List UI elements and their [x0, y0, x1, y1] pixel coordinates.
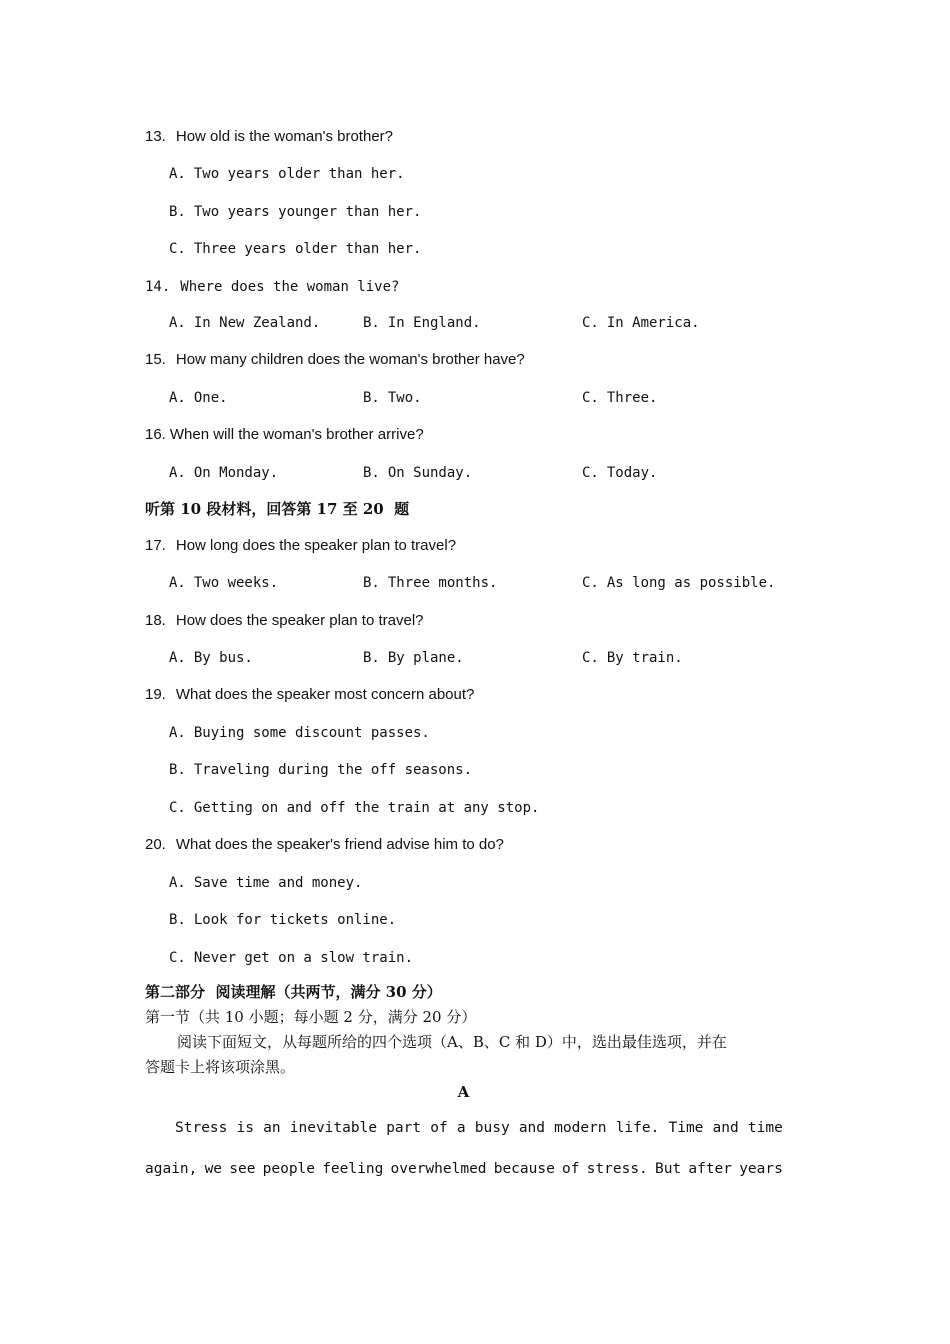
option-15-b [363, 391, 422, 405]
passage-word: part [386, 1120, 422, 1136]
option-label: A. [169, 575, 186, 591]
option-16-c [582, 466, 657, 480]
option-20-c [169, 951, 413, 965]
option-text: Three months. [387, 575, 498, 591]
option-label: B. [169, 912, 186, 928]
option-16-b [363, 466, 472, 480]
passage-line-2 [145, 1162, 783, 1177]
question-20 [145, 837, 504, 852]
option-19-c [169, 801, 539, 815]
passage-word: we [204, 1161, 223, 1177]
question-18 [145, 613, 424, 628]
question-number: 13. [145, 128, 166, 145]
passage-word: see [229, 1161, 256, 1177]
option-13-a [169, 167, 405, 181]
passage-word: time [747, 1120, 783, 1136]
option-label: B. [363, 465, 380, 481]
option-15-a [169, 391, 228, 405]
option-text: Look for tickets online. [193, 912, 397, 928]
option-label: B. [169, 762, 186, 778]
option-label: B. [169, 204, 186, 220]
question-number: 20. [145, 836, 166, 853]
option-label: C. [582, 390, 599, 406]
option-17-c [582, 576, 775, 590]
question-text: What does the speaker's friend advise him to do? [175, 836, 504, 853]
option-14-b [363, 316, 481, 330]
option-text: Two years older than her. [193, 166, 405, 182]
passage-word: busy [474, 1120, 510, 1136]
option-text: Two years younger than her. [193, 204, 422, 220]
option-text: Traveling during the off seasons. [193, 762, 473, 778]
passage-word: of [430, 1120, 448, 1136]
passage-word: of [562, 1161, 580, 1177]
option-text: By train. [606, 650, 683, 666]
passage-word: But [654, 1161, 682, 1177]
option-label: C. [582, 315, 599, 331]
passage-title: A [457, 1083, 470, 1101]
passage-word: modern [554, 1120, 607, 1136]
passage-word: because [493, 1161, 555, 1177]
option-text: One. [193, 390, 228, 406]
option-label: A. [169, 875, 186, 891]
option-text: On Monday. [193, 465, 279, 481]
option-label: C. [169, 800, 186, 816]
option-text: Today. [606, 465, 658, 481]
passage-word: Stress [175, 1120, 228, 1136]
option-text: Save time and money. [193, 875, 363, 891]
passage-word: and [518, 1120, 546, 1136]
passage-word: people [262, 1161, 316, 1177]
option-label: C. [582, 650, 599, 666]
question-15 [145, 352, 525, 367]
option-13-b [169, 205, 421, 219]
option-label: A. [169, 465, 186, 481]
option-14-c [582, 316, 700, 330]
passage-word: is [236, 1120, 254, 1136]
option-16-a [169, 466, 278, 480]
question-number: 17. [145, 537, 166, 554]
passage-word: and [712, 1120, 739, 1136]
question-text: How long does the speaker plan to travel? [175, 537, 457, 554]
option-18-c [582, 651, 683, 665]
passage-word: life. [615, 1120, 660, 1136]
option-17-b [363, 576, 497, 590]
option-text: In England. [387, 315, 481, 331]
option-text: Two weeks. [193, 575, 279, 591]
option-14-a [169, 316, 320, 330]
question-text: What does the speaker most concern about? [175, 686, 475, 703]
passage-word: overwhelmed [390, 1161, 487, 1177]
option-17-a [169, 576, 278, 590]
option-text: By plane. [387, 650, 464, 666]
option-text: Getting on and off the train at any stop. [193, 800, 540, 816]
option-20-a [169, 876, 362, 890]
option-label: A. [169, 650, 186, 666]
passage-word: an [263, 1120, 281, 1136]
option-label: B. [363, 315, 380, 331]
subsection-heading: 第一节（共 10 小题；每小题 2 分，满分 20 分） [145, 1008, 477, 1026]
option-label: C. [169, 950, 186, 966]
question-19 [145, 687, 474, 702]
question-number: 14. [145, 279, 171, 295]
passage-word: again, [145, 1161, 198, 1177]
question-number: 16. [145, 426, 166, 443]
part-heading: 第二部分 阅读理解（共两节，满分 30 分） [145, 983, 442, 1001]
option-label: B. [363, 390, 380, 406]
option-label: C. [582, 465, 599, 481]
option-text: Three years older than her. [193, 241, 422, 257]
passage-word: after [688, 1161, 733, 1177]
option-text: By bus. [193, 650, 253, 666]
option-18-b [363, 651, 464, 665]
option-label: B. [363, 650, 380, 666]
option-text: Never get on a slow train. [193, 950, 414, 966]
passage-word: years [739, 1161, 783, 1177]
option-15-c [582, 391, 657, 405]
question-16 [145, 427, 424, 442]
option-text: On Sunday. [387, 465, 473, 481]
instruction-line-1: 阅读下面短文，从每题所给的四个选项（A、B、C 和 D）中，选出最佳选项，并在 [177, 1033, 727, 1051]
passage-word: feeling [322, 1161, 384, 1177]
option-19-b [169, 763, 472, 777]
question-text: How does the speaker plan to travel? [175, 612, 424, 629]
option-18-a [169, 651, 253, 665]
passage-word: inevitable [289, 1120, 378, 1136]
option-text: Buying some discount passes. [193, 725, 430, 741]
question-number: 18. [145, 612, 166, 629]
option-label: C. [582, 575, 599, 591]
question-number: 19. [145, 686, 166, 703]
option-label: A. [169, 315, 186, 331]
question-14 [145, 280, 399, 294]
question-number: 15. [145, 351, 166, 368]
question-13 [145, 129, 393, 144]
option-13-c [169, 242, 421, 256]
option-label: A. [169, 725, 186, 741]
option-19-a [169, 726, 430, 740]
question-text: How many children does the woman's brother have? [175, 351, 525, 368]
option-text: In New Zealand. [193, 315, 321, 331]
section-heading: 听第 10 段材料，回答第 17 至 20 题 [145, 500, 410, 518]
option-text: As long as possible. [606, 575, 776, 591]
option-label: C. [169, 241, 186, 257]
option-label: A. [169, 166, 186, 182]
option-20-b [169, 913, 396, 927]
instruction-line-2: 答题卡上将该项涂黑。 [145, 1058, 296, 1076]
passage-word: Time [668, 1120, 704, 1136]
option-text: In America. [606, 315, 700, 331]
question-text: How old is the woman's brother? [175, 128, 393, 145]
question-text: When will the woman's brother arrive? [169, 426, 424, 443]
passage-line-1 [175, 1121, 783, 1136]
option-text: Three. [606, 390, 658, 406]
option-label: B. [363, 575, 380, 591]
passage-word: a [456, 1120, 466, 1136]
question-17 [145, 538, 456, 553]
option-text: Two. [387, 390, 422, 406]
option-label: A. [169, 390, 186, 406]
question-text: Where does the woman live? [180, 279, 400, 295]
passage-word: stress. [586, 1161, 648, 1177]
